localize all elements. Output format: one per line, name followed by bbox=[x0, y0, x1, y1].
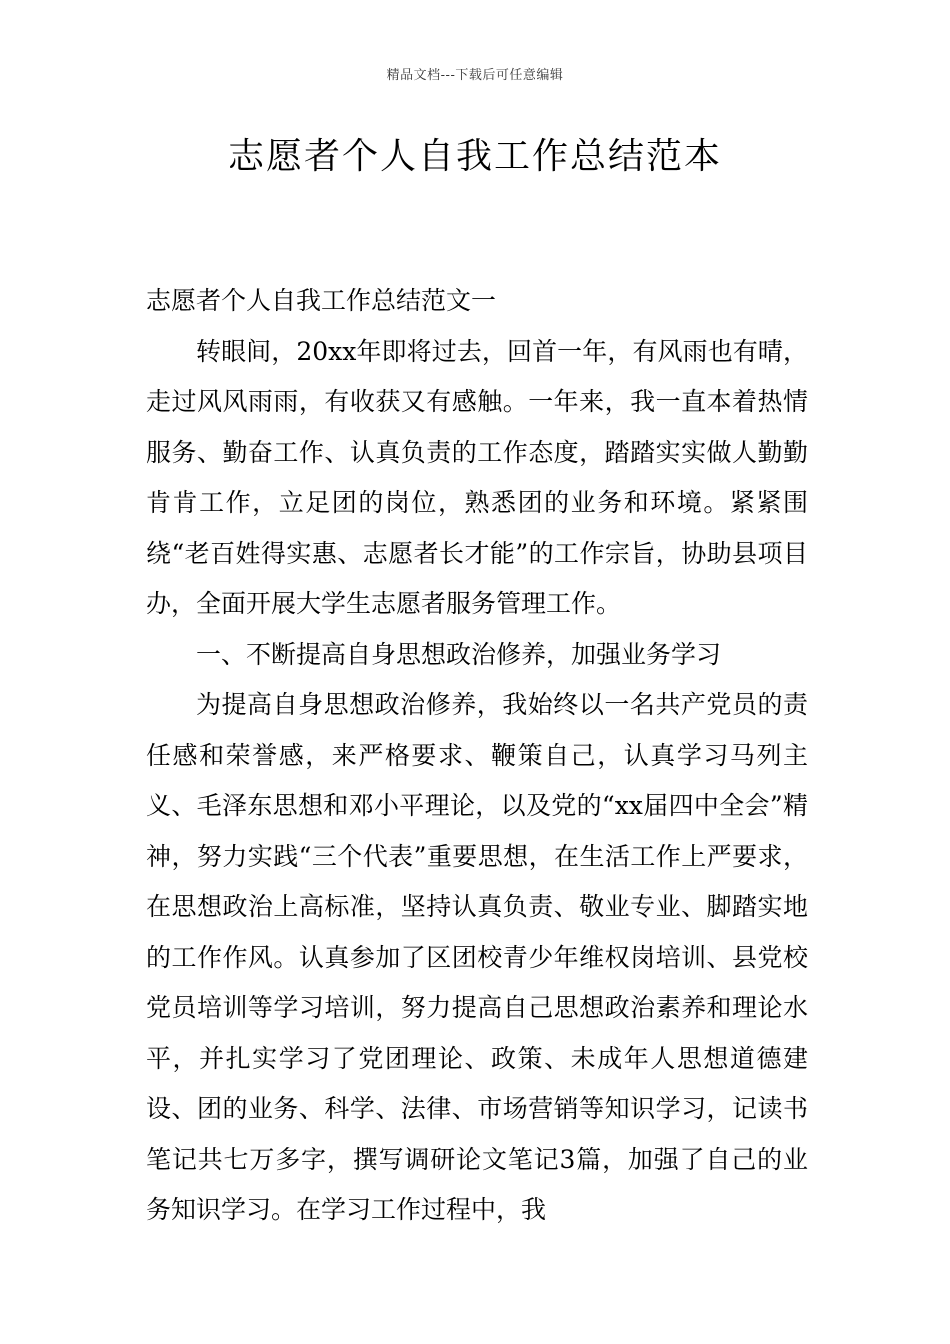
section-heading: 一、不断提高自身思想政治修养，加强业务学习 bbox=[196, 639, 722, 669]
section-title: 志愿者个人自我工作总结范文一 bbox=[146, 286, 497, 315]
document-body bbox=[146, 276, 808, 1236]
paragraph: 转眼间，20xx年即将过去，回首一年，有风雨也有晴，走过风风雨雨，有收获又有感触。一年来，我一直本着热情服务、勤奋工作、认真负责的工作态度，踏踏实实做人勤勤肯肯工作，立足团的岗位，熟悉团的业务和环境。紧紧围绕“老百姓得实惠、志愿者长才能”的工作宗旨，协助县项目办，全面开展大学生志愿者服务管理工作。 bbox=[146, 336, 808, 618]
document-title: 志愿者个人自我工作总结范本 bbox=[227, 136, 722, 177]
paragraph: 为提高自身思想政治修养，我始终以一名共产党员的责任感和荣誉感，来严格要求、鞭策自己，认真学习马列主义、毛泽东思想和邓小平理论，以及党的“xx届四中全会”精神，努力实践“三个代表”重要思想，在生活工作上严要求，在思想政治上高标准，坚持认真负责、敬业专业、脚踏实地的工作作风。认真参加了区团校青少年维权岗培训、县党校党员培训等学习培训，努力提高自己思想政治素养和理论水平，并扎实学习了党团理论、政策、未成年人思想道德建设、团的业务、科学、法律、市场营销等知识学习，记读书笔记共七万多字，撰写调研论文笔记3篇，加强了自己的业务知识学习。在学习工作过程中，我 bbox=[146, 690, 808, 1224]
header-note: 精品文档---下载后可任意编辑 bbox=[386, 68, 564, 83]
